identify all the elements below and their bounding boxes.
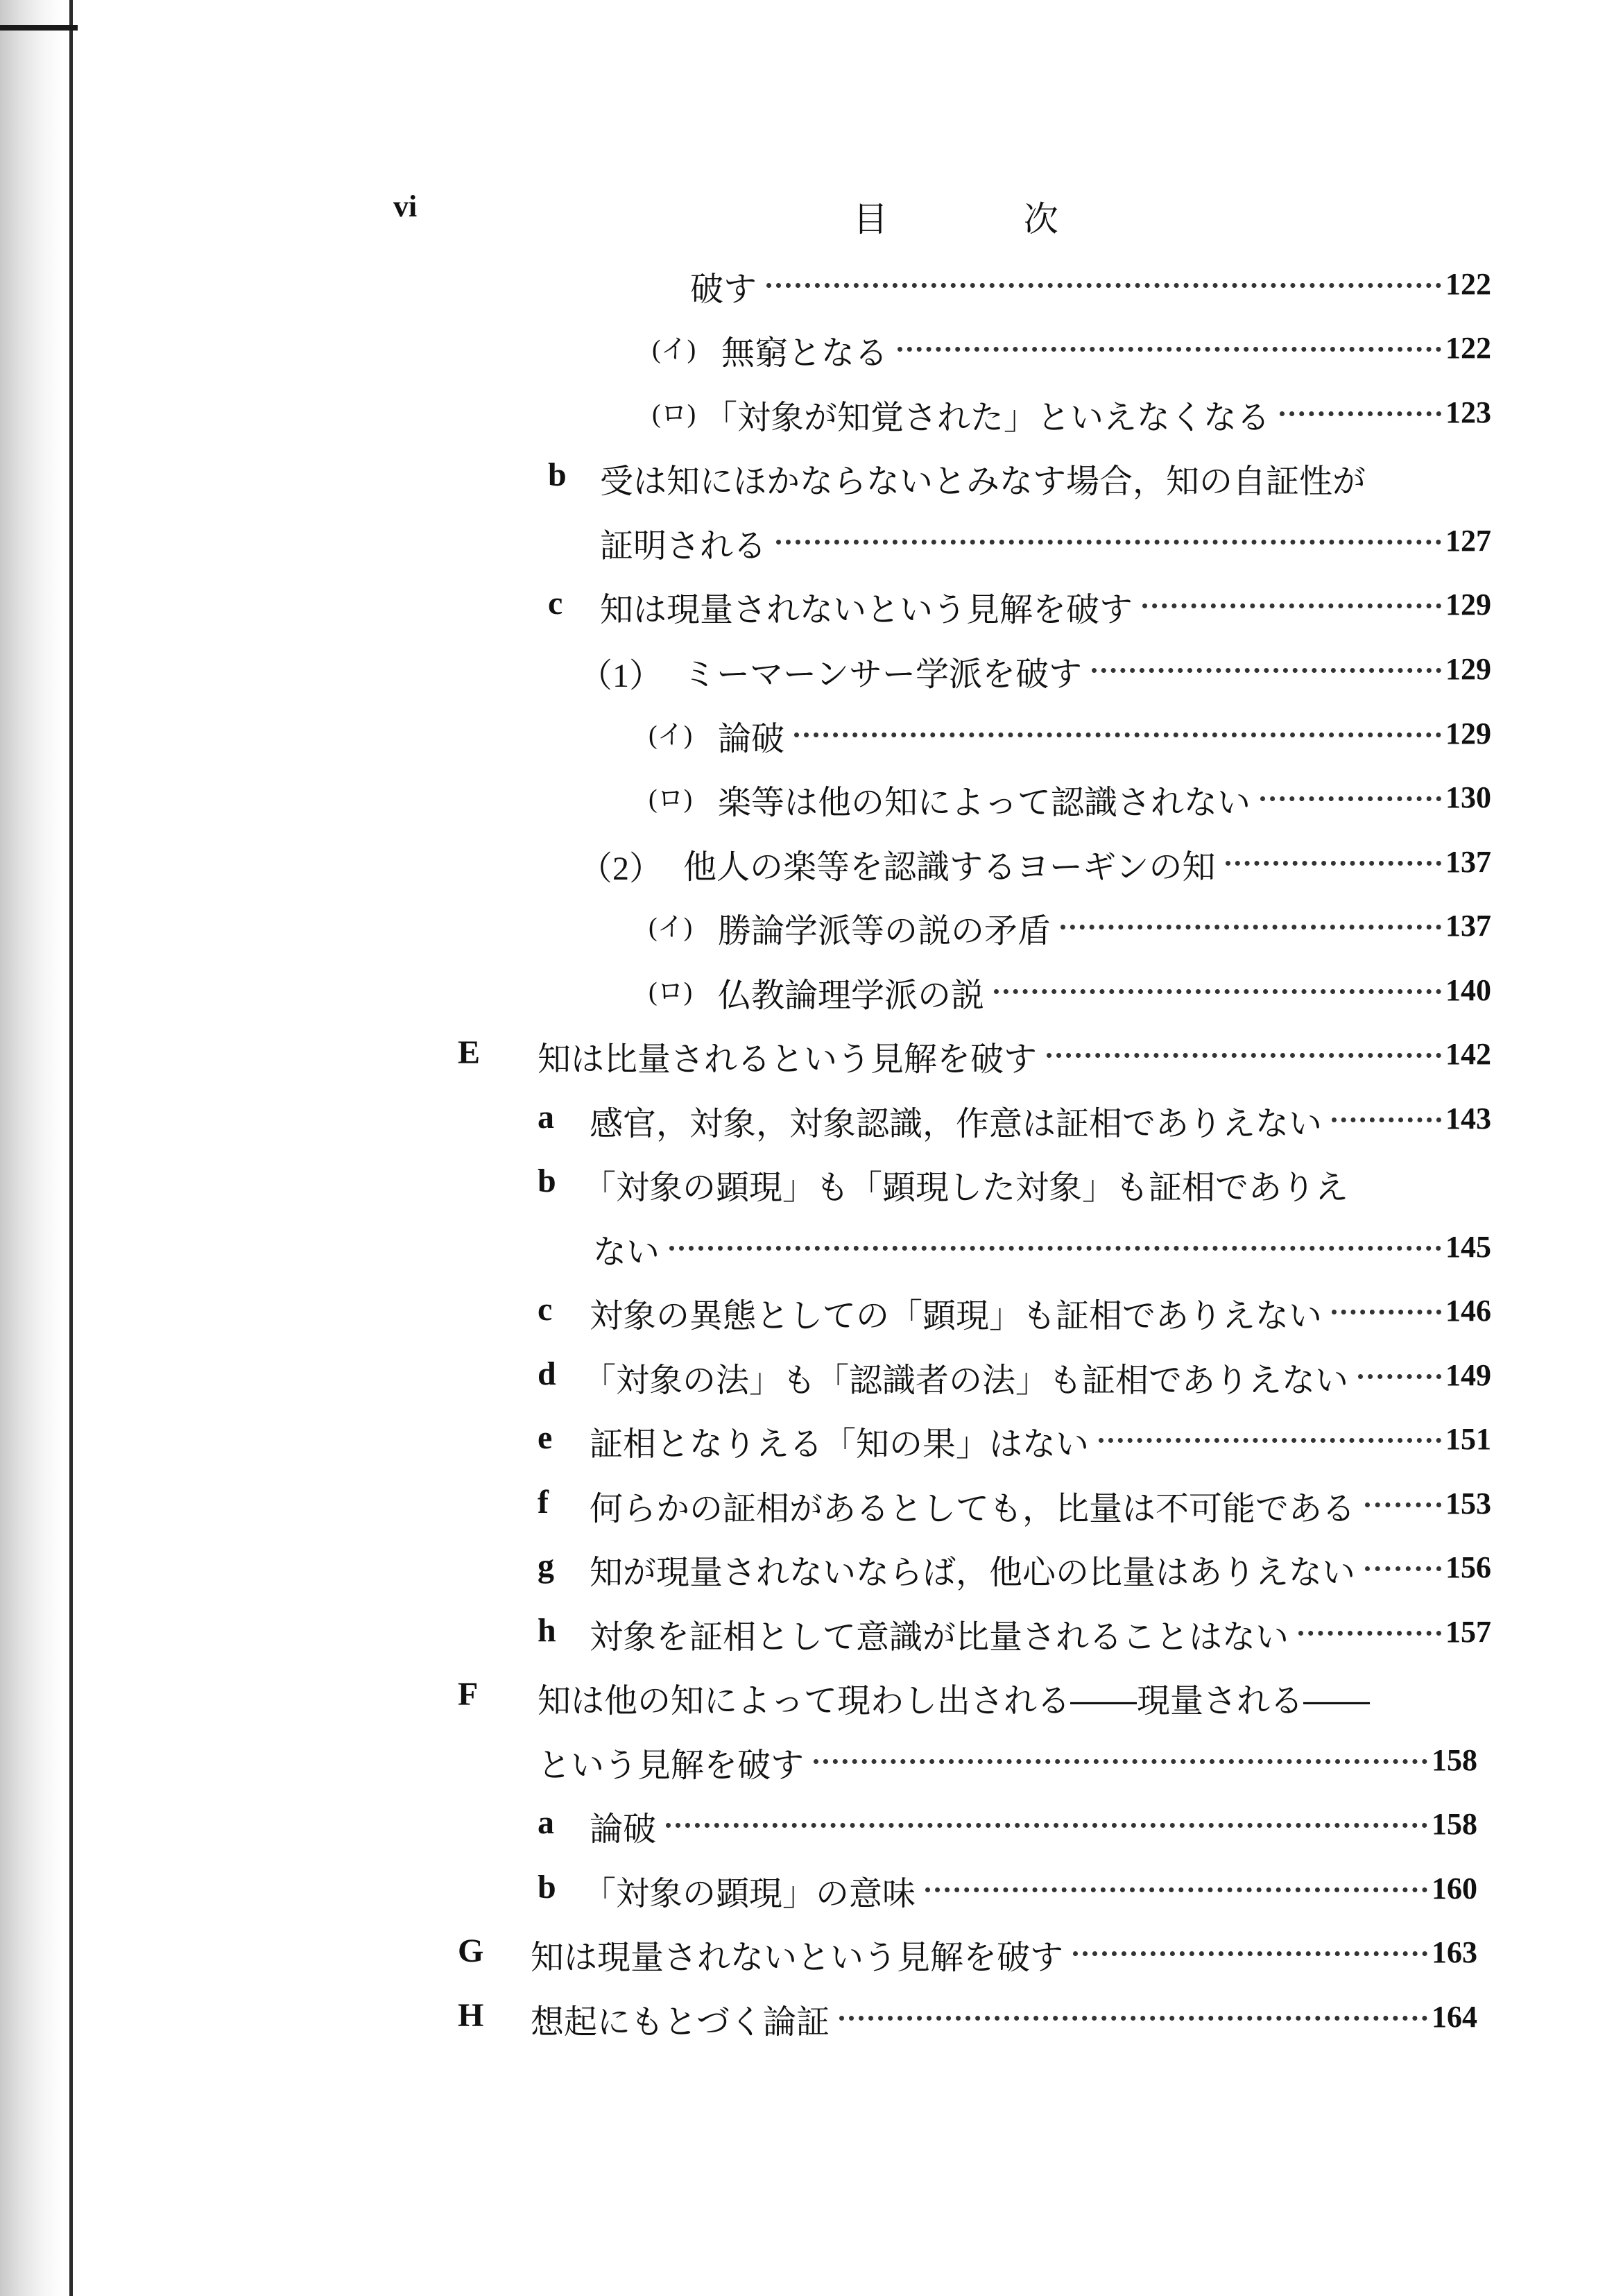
toc-entry-page: 157 [1445,1615,1491,1649]
toc-entry [0,647,1623,694]
toc-entry-title: 知は比量されるという見解を破す [538,1040,1038,1079]
leader-dots [814,1738,1427,1780]
toc-entry-title: 楽等は他の知によって認識されない [718,783,1251,822]
leader-dots [1226,840,1441,882]
leader-dots [898,326,1441,368]
toc-entry-page: 158 [1432,1743,1477,1777]
toc-entry-title: 論破 [590,1810,657,1849]
toc-entry-title: 証相となりえる「知の果」はない [590,1425,1090,1464]
toc-entry-label: (イ) [649,913,693,942]
toc-entry-page: 156 [1445,1550,1491,1584]
toc-entry-title: ない [593,1233,660,1271]
toc-entry-title: 証明される [600,526,767,565]
toc-entry-label: a [538,1804,554,1841]
toc-entry [0,840,1623,887]
leader-dots [1332,1289,1441,1330]
toc-entry-page: 145 [1445,1230,1491,1264]
toc-entry [0,1867,1623,1913]
toc-entry-label: c [548,585,563,622]
toc-entry-title: 対象を証相として意識が比量されることはない [590,1618,1289,1656]
toc-entry-label: e [538,1419,553,1456]
toc-entry-label: b [548,456,567,493]
toc-entry [0,1289,1623,1335]
toc-entry-label: g [538,1548,554,1584]
toc-entry-page: 142 [1445,1037,1491,1071]
toc-entry-page: 158 [1432,1807,1477,1841]
toc-entry-title: 何らかの証相があるとしても，比量は不可能である [590,1489,1356,1528]
toc-entry [0,1610,1623,1656]
toc-entry-title: ミーマーンサー学派を破す [683,655,1083,694]
toc-entry [0,1225,1623,1271]
toc-entry [0,454,1623,501]
toc-entry-label: G [458,1933,484,1969]
toc-entry [0,391,1623,437]
toc-entry [0,262,1623,309]
toc-entry-title: 知が現量されないならば，他心の比量はありえない [590,1553,1356,1592]
toc-entry-title: 知は現量されないという見解を破す [531,1938,1064,1977]
toc-entry-page: 146 [1445,1294,1491,1328]
toc-entry [0,1097,1623,1143]
toc-entry-page: 137 [1445,909,1491,943]
toc-entry [0,1545,1623,1592]
toc-entry-page: 129 [1445,588,1491,622]
toc-entry-title: 想起にもとづく論証 [531,2003,830,2041]
toc-entry-label: f [538,1484,549,1520]
toc-entry-title: 受は知にほかならないとみなす場合，知の自証性が [600,462,1366,501]
toc-entry-page: 130 [1445,780,1491,814]
toc-entry-label: （1） [579,658,663,694]
leader-dots [666,1802,1427,1844]
toc-entry-title: 「対象の法」も「認識者の法」も証相でありえない [583,1361,1349,1400]
leader-dots [1047,1032,1441,1074]
toc-entry-page: 129 [1445,717,1491,751]
toc-entry-label: (ロ) [652,400,696,429]
toc-entry-title: 「対象の顕現」の意味 [583,1874,916,1913]
toc-entry-label: (ロ) [649,785,693,814]
toc-entry [0,326,1623,372]
toc-entry-title: 無窮となる [721,334,888,372]
toc-entry [0,519,1623,565]
page-title: 目 次 [853,199,1121,239]
toc-entry-title: 「対象が知覚された」といえなくなる [704,398,1271,437]
page-number: vi [393,189,418,223]
toc-entry [0,1674,1623,1720]
leader-dots [1298,1610,1441,1652]
toc-entry-title: 感官，対象，対象認識，作意は証相でありえない [590,1104,1323,1143]
toc-entry-page: 127 [1445,524,1491,558]
leader-dots [766,262,1441,304]
toc-entry-label: b [538,1869,556,1905]
leader-dots [1358,1353,1441,1395]
toc-entry [0,1417,1623,1464]
toc-entry [0,1482,1623,1528]
toc-entry-label: F [458,1676,479,1713]
leader-dots [1142,583,1441,624]
leader-dots [994,968,1441,1010]
toc-entry [0,1032,1623,1079]
toc-entry-title: 勝論学派等の説の矛盾 [718,911,1051,950]
leader-dots [1073,1930,1427,1972]
leader-dots [839,1995,1427,2037]
toc-entry-title: 対象の異態としての「顕現」も証相でありえない [590,1296,1323,1335]
toc-entry-page: 164 [1432,2000,1477,2034]
toc-entry-page: 153 [1445,1487,1491,1520]
toc-entry-title: 仏教論理学派の説 [718,976,985,1015]
leader-dots [776,519,1441,560]
toc-entry-title: 「対象の顕現」も「顕現した対象」も証相でありえ [583,1168,1349,1207]
leader-dots [1365,1482,1441,1523]
toc-entry-title: という見解を破す [538,1746,805,1785]
toc-entry [0,583,1623,629]
toc-entry-page: 143 [1445,1102,1491,1136]
toc-entry-label: (イ) [652,335,696,364]
toc-entry-label: h [538,1612,556,1649]
leader-dots [1332,1097,1441,1138]
toc-entry-label: (イ) [649,721,693,750]
toc-entry-title: 破す [690,270,757,309]
toc-entry-page: 129 [1445,652,1491,686]
toc-entry-page: 140 [1445,973,1491,1007]
toc-entry-label: E [458,1034,481,1071]
toc-entry-label: （2） [579,850,663,887]
leader-dots [1092,647,1441,689]
toc-entry-label: (ロ) [649,977,693,1006]
toc-entry-page: 149 [1445,1358,1491,1392]
leader-dots [925,1867,1427,1908]
toc-entry [0,1160,1623,1207]
toc-entry-title: 知は他の知によって現わし出される――現量される―― [538,1681,1371,1720]
toc-entry-title: 知は現量されないという見解を破す [600,590,1133,629]
leader-dots [1260,776,1441,817]
toc-entry-page: 122 [1445,331,1491,365]
leader-dots [1365,1545,1441,1587]
toc-entry-page: 151 [1445,1422,1491,1456]
toc-entry-page: 123 [1445,395,1491,429]
toc-entry-page: 163 [1432,1935,1477,1969]
toc-entry-page: 122 [1445,267,1491,301]
toc-entry [0,712,1623,758]
toc-entry-label: d [538,1355,556,1392]
leader-dots [1099,1417,1441,1459]
toc-entry [0,776,1623,822]
leader-dots [794,712,1441,753]
toc-entry-title: 他人の楽等を認識するヨーギンの知 [683,848,1216,886]
toc-entry-label: H [458,1997,484,2034]
toc-entry [0,968,1623,1015]
toc-entry [0,1353,1623,1400]
corner-mark [0,25,78,31]
leader-dots [1280,391,1441,432]
toc-entry [0,1738,1623,1785]
toc-entry [0,1930,1623,1977]
toc-entry [0,1802,1623,1849]
toc-entry-label: c [538,1291,553,1328]
toc-entry-label: a [538,1099,554,1136]
leader-dots [669,1225,1441,1267]
toc-entry-label: b [538,1163,556,1199]
leader-dots [1060,904,1441,945]
toc-entry-title: 論破 [718,719,785,758]
toc-entry [0,904,1623,950]
toc-entry-page: 137 [1445,845,1491,879]
toc-entry-page: 160 [1432,1871,1477,1905]
toc-entry [0,1995,1623,2041]
